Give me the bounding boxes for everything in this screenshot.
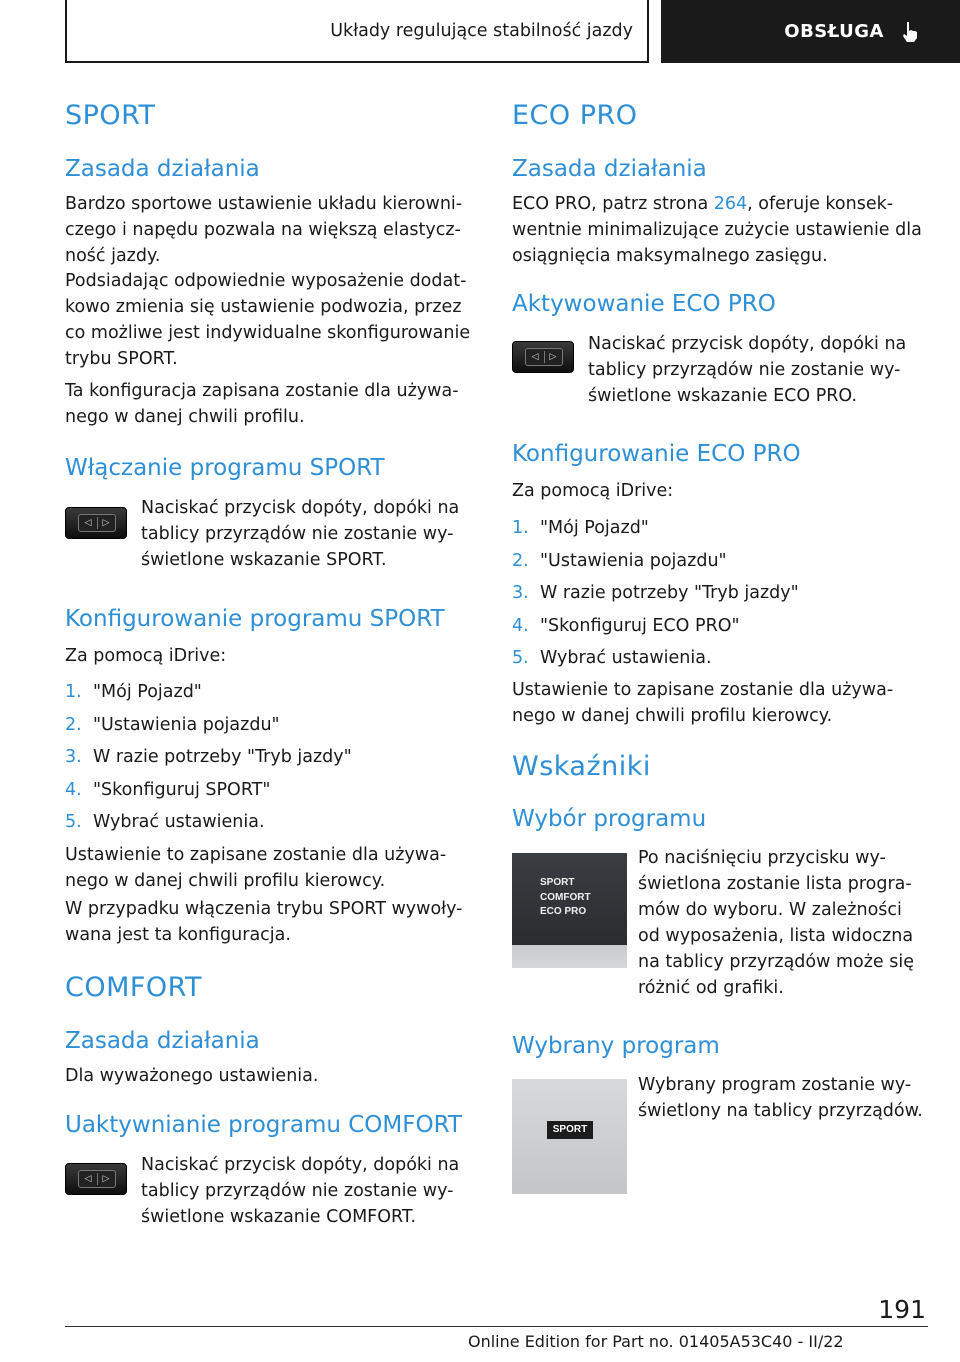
text-line: ność jazdy. — [65, 246, 161, 266]
pointing-hand-icon — [898, 20, 922, 44]
eco-config-heading: Konfigurowanie ECO PRO — [512, 441, 801, 467]
text-line: nego w danej chwili profilu kierowcy. — [512, 706, 833, 726]
step-text: Wybrać ustawienia. — [93, 812, 265, 832]
section-title: Układy regulujące stabilność jazdy — [330, 20, 633, 41]
text-segment: , oferuje konsek- — [747, 194, 894, 214]
list-item — [512, 548, 799, 574]
list-item — [65, 712, 352, 738]
text-line: nego w danej chwili profilu. — [65, 407, 305, 427]
sport-paragraph-2 — [65, 268, 470, 372]
text-line: na tablicy przyrządów może się — [638, 952, 914, 972]
list-item — [512, 580, 799, 606]
sport-steps-list — [65, 679, 352, 835]
text-line: czego i napędu pozwala na większą elastycz- — [65, 220, 461, 240]
sport-principle-heading: Zasada działania — [65, 156, 260, 182]
text-line: Naciskać przycisk dopóty, dopóki na — [141, 498, 460, 518]
eco-principle-heading: Zasada działania — [512, 156, 707, 182]
list-item — [512, 613, 799, 639]
menu-item: COMFORT — [540, 892, 591, 903]
sport-title: SPORT — [65, 100, 156, 131]
step-number: 5. — [65, 812, 82, 832]
eco-title: ECO PRO — [512, 100, 638, 131]
text-line: Podsiadając odpowiednie wyposażenie dodat- — [65, 271, 467, 291]
step-number: 2. — [512, 550, 529, 571]
text-line: Naciskać przycisk dopóty, dopóki na — [141, 1155, 460, 1175]
step-text: W razie potrzeby "Tryb jazdy" — [93, 747, 352, 767]
text-line: Ustawienie to zapisane zostanie dla używa- — [65, 845, 447, 865]
text-line: wana jest ta konfiguracja. — [65, 925, 291, 945]
text-line: świetlone wskazanie ECO PRO. — [588, 386, 858, 406]
program-list-image — [512, 853, 627, 968]
list-item — [65, 809, 352, 835]
eco-enable-text — [588, 331, 906, 409]
list-item — [65, 744, 352, 770]
step-number: 4. — [65, 779, 82, 800]
step-number: 4. — [512, 615, 529, 636]
text-line: świetlony na tablicy przyrządów. — [638, 1101, 923, 1121]
text-line — [512, 191, 922, 217]
sport-paragraph-1 — [65, 191, 462, 269]
sport-enable-text — [141, 495, 459, 573]
text-line: W przypadku włączenia trybu SPORT wywoły- — [65, 899, 463, 919]
text-line: trybu SPORT. — [65, 349, 178, 369]
comfort-principle-heading: Zasada działania — [65, 1028, 260, 1054]
text-line: od wyposażenia, lista widoczna — [638, 926, 914, 946]
comfort-enable-heading: Uaktywnianie programu COMFORT — [65, 1112, 462, 1138]
text-line: Ta konfiguracja zapisana zostanie dla używa- — [65, 381, 459, 401]
eco-config-intro: Za pomocą iDrive: — [512, 481, 674, 501]
step-number: 2. — [65, 714, 82, 735]
step-number: 3. — [65, 747, 82, 767]
right-arrow-icon: ▷ — [102, 1174, 110, 1184]
step-text: "Mój Pojazd" — [540, 518, 649, 538]
left-arrow-icon: ◁ — [531, 352, 539, 362]
edition-note: Online Edition for Part no. 01405A53C40 - II/22 — [468, 1332, 844, 1351]
text-line: świetlona zostanie lista progra- — [638, 874, 912, 894]
text-line: nego w danej chwili profilu kierowcy. — [65, 871, 386, 891]
selected-text — [638, 1072, 923, 1124]
list-item — [65, 679, 352, 705]
right-arrow-icon: ▷ — [102, 518, 110, 528]
sport-paragraph-3 — [65, 378, 459, 430]
text-line: wentnie minimalizujące zużycie ustawienie dla — [512, 220, 922, 240]
selected-program-tag: SPORT — [547, 1121, 593, 1139]
sport-enable-heading: Włączanie programu SPORT — [65, 455, 385, 481]
text-line: tablicy przyrządów nie zostanie wy- — [141, 524, 454, 544]
sport-config-intro: Za pomocą iDrive: — [65, 646, 227, 666]
eco-steps-list — [512, 515, 799, 671]
page-link[interactable]: 264 — [713, 194, 748, 214]
left-arrow-icon: ◁ — [84, 1174, 92, 1184]
eco-enable-heading: Aktywowanie ECO PRO — [512, 291, 776, 317]
text-line: Po naciśnięciu przycisku wy- — [638, 848, 886, 868]
text-line: Wybrany program zostanie wy- — [638, 1075, 912, 1095]
page-number: 191 — [878, 1295, 926, 1324]
chapter-title: OBSŁUGA — [784, 21, 884, 42]
text-line: świetlone wskazanie SPORT. — [141, 550, 387, 570]
text-line: Naciskać przycisk dopóty, dopóki na — [588, 334, 907, 354]
indicators-title: Wskaźniki — [512, 751, 651, 782]
list-item — [512, 515, 799, 541]
selection-heading: Wybór programu — [512, 806, 707, 832]
step-text: Wybrać ustawienia. — [540, 648, 712, 668]
mode-button-image — [512, 341, 574, 373]
sport-after-text — [65, 842, 446, 894]
text-line: mów do wyboru. W zależności — [638, 900, 902, 920]
chapter-header — [661, 0, 960, 63]
selected-program-image — [512, 1079, 627, 1194]
step-number: 3. — [512, 583, 529, 603]
sport-after-text-2 — [65, 896, 463, 948]
comfort-title: COMFORT — [65, 972, 202, 1003]
text-line: świetlone wskazanie COMFORT. — [141, 1207, 417, 1227]
step-number: 1. — [512, 518, 529, 538]
menu-item: SPORT — [540, 877, 575, 888]
list-item — [512, 645, 799, 671]
step-text: "Ustawienia pojazdu" — [93, 714, 280, 735]
left-arrow-icon: ◁ — [84, 518, 92, 528]
step-number: 5. — [512, 648, 529, 668]
step-text: "Mój Pojazd" — [93, 682, 202, 702]
comfort-paragraph-1: Dla wyważonego ustawienia. — [65, 1066, 319, 1086]
right-arrow-icon: ▷ — [549, 352, 557, 362]
text-line: tablicy przyrządów nie zostanie wy- — [588, 360, 901, 380]
comfort-enable-text — [141, 1152, 459, 1230]
step-number: 1. — [65, 682, 82, 702]
text-line: co możliwe jest indywidualne skonfigurowanie — [65, 323, 471, 343]
section-header — [65, 0, 649, 63]
step-text: "Skonfiguruj SPORT" — [93, 779, 271, 800]
eco-after-text — [512, 677, 893, 729]
selection-text — [638, 845, 914, 1001]
text-line: kowo zmienia się ustawienie podwozia, przez — [65, 297, 462, 317]
list-item — [65, 777, 352, 803]
text-line: Bardzo sportowe ustawienie układu kierowni- — [65, 194, 463, 214]
step-text: "Ustawienia pojazdu" — [540, 550, 727, 571]
mode-button-image — [65, 1163, 127, 1195]
text-line: osiągnięcia maksymalnego zasięgu. — [512, 246, 828, 266]
step-text: W razie potrzeby "Tryb jazdy" — [540, 583, 799, 603]
eco-paragraph-1 — [512, 191, 922, 269]
text-line: Ustawienie to zapisane zostanie dla używa- — [512, 680, 894, 700]
text-segment: ECO PRO, patrz strona — [512, 194, 714, 214]
selected-heading: Wybrany program — [512, 1033, 720, 1059]
menu-item: ECO PRO — [540, 906, 587, 917]
sport-config-heading: Konfigurowanie programu SPORT — [65, 606, 445, 632]
footer-divider — [65, 1326, 928, 1327]
text-line: tablicy przyrządów nie zostanie wy- — [141, 1181, 454, 1201]
text-line: różnić od grafiki. — [638, 978, 784, 998]
mode-button-image — [65, 507, 127, 539]
step-text: "Skonfiguruj ECO PRO" — [540, 615, 740, 636]
